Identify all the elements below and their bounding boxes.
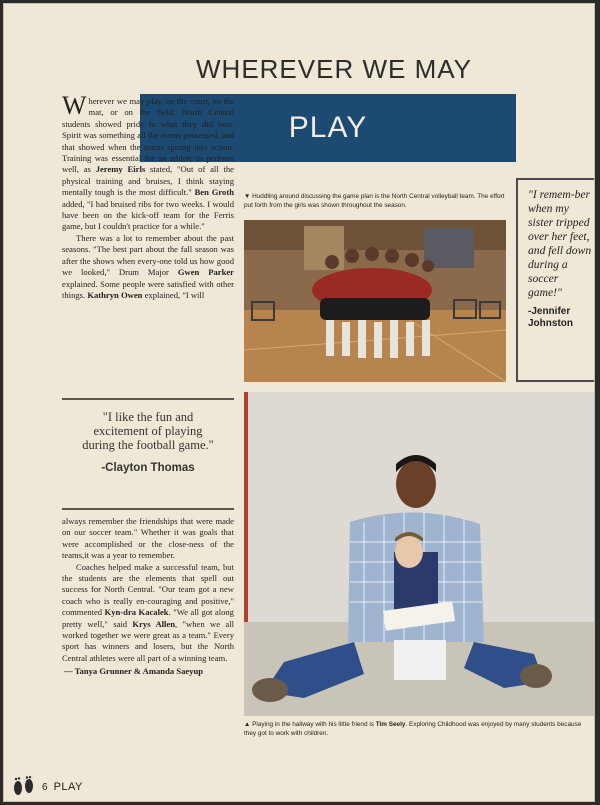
intro-p1b: stated, "Out of all the physical training and bruises, I think staying mentally tough is the most difficult.": [62, 164, 234, 198]
intro-p2: There was a lot to remember about the past seasons. "The best part about the fall season was after the shows when every-one told us how good we looked," Drum Major: [62, 232, 234, 278]
side-quote-text: "I remem-ber when my sister tripped over her feet, and fell down during a soccer game!": [528, 188, 592, 299]
name-kyndra: Kyn-dra Kacalek: [104, 607, 169, 618]
side-quote-author: -Jennifer Johnston: [528, 306, 573, 329]
footer-section-label: PLAY: [53, 781, 83, 793]
hallway-caption-post: . Exploring Childhood was enjoyed by many students because they got to work with children.: [244, 721, 582, 737]
side-quote-box: [516, 178, 595, 382]
cont-p4b: . "We all got along pretty well," said: [62, 607, 234, 629]
page-number: 6: [42, 781, 48, 793]
intro-p1c: added, "I had bruised ribs for two weeks. I would have been on the kick-off team for the Ferris game, but I couldn't practice for a while.": [62, 198, 234, 232]
hallway-reading-photo: [244, 392, 594, 716]
pull-quote-author: -Clayton Thomas: [101, 462, 195, 474]
hallway-caption-pre: ▲ Playing in the hallway with his little friend is: [244, 721, 376, 728]
cont-p3: always remember the friendships that were made on our soccer team." Whether it was goals that were accomplished or the close-ness of the teams,it was a year to remember.: [62, 516, 234, 561]
cont-p4c: , "when we all worked together we were great as a team." Every sport has winners and losers, but the North Central athletes were all part of a winning team.: [62, 618, 234, 663]
name-krys: Krys Allen: [132, 618, 176, 629]
intro-p1: herever we may play, on the court, on the mat, or on the field, North Central students showed pride in what they did best. Spirit was something all the teams possessed, and that showed when the teams sprung into action. Training was essential for an athlete to perform well, as: [62, 96, 234, 175]
name-jeremy: Jeremy Eirls: [95, 164, 146, 175]
cont-p4: Coaches helped make a successful team, but the students are the elements that spell out success for North Central. "Our team got a new coach who is really en-couraging and positive," commented: [62, 561, 234, 618]
pull-quote-text: "I like the fun and excitement of playing during the football game.": [82, 410, 214, 452]
name-gwen: Gwen Parker: [177, 267, 234, 278]
continued-text: [62, 516, 234, 678]
intro-p2c: explained, "I will: [142, 289, 205, 300]
volleyball-huddle-photo: [244, 220, 506, 382]
hallway-caption: [244, 720, 594, 738]
page-footer: [12, 776, 83, 798]
name-ben: Ben Groth: [194, 187, 234, 198]
intro-text: [62, 91, 234, 301]
cont-paragraph-4: [62, 562, 234, 665]
footprints-icon: [12, 776, 36, 798]
yearbook-page: [3, 3, 595, 802]
name-tim: Tim Seely: [375, 721, 406, 728]
intro-p2b: explained. Some people were satisfied with other things.: [62, 278, 234, 300]
intro-paragraph-2: [62, 233, 234, 301]
volleyball-caption: ▼ Huddling around discussing the game plan is the North Central volleyball team. The effort put forth from the girls was shown throughout the season.: [244, 193, 505, 209]
drop-cap: W: [62, 91, 87, 120]
article-signature: — Tanya Grunner & Amanda Saeyup: [64, 666, 204, 677]
headline-play-text: PLAY: [288, 111, 368, 144]
pull-quote-box: [62, 398, 234, 510]
name-kathryn: Kathryn Owen: [87, 289, 143, 300]
page-headline: WHEREVER WE MAY: [196, 54, 472, 84]
